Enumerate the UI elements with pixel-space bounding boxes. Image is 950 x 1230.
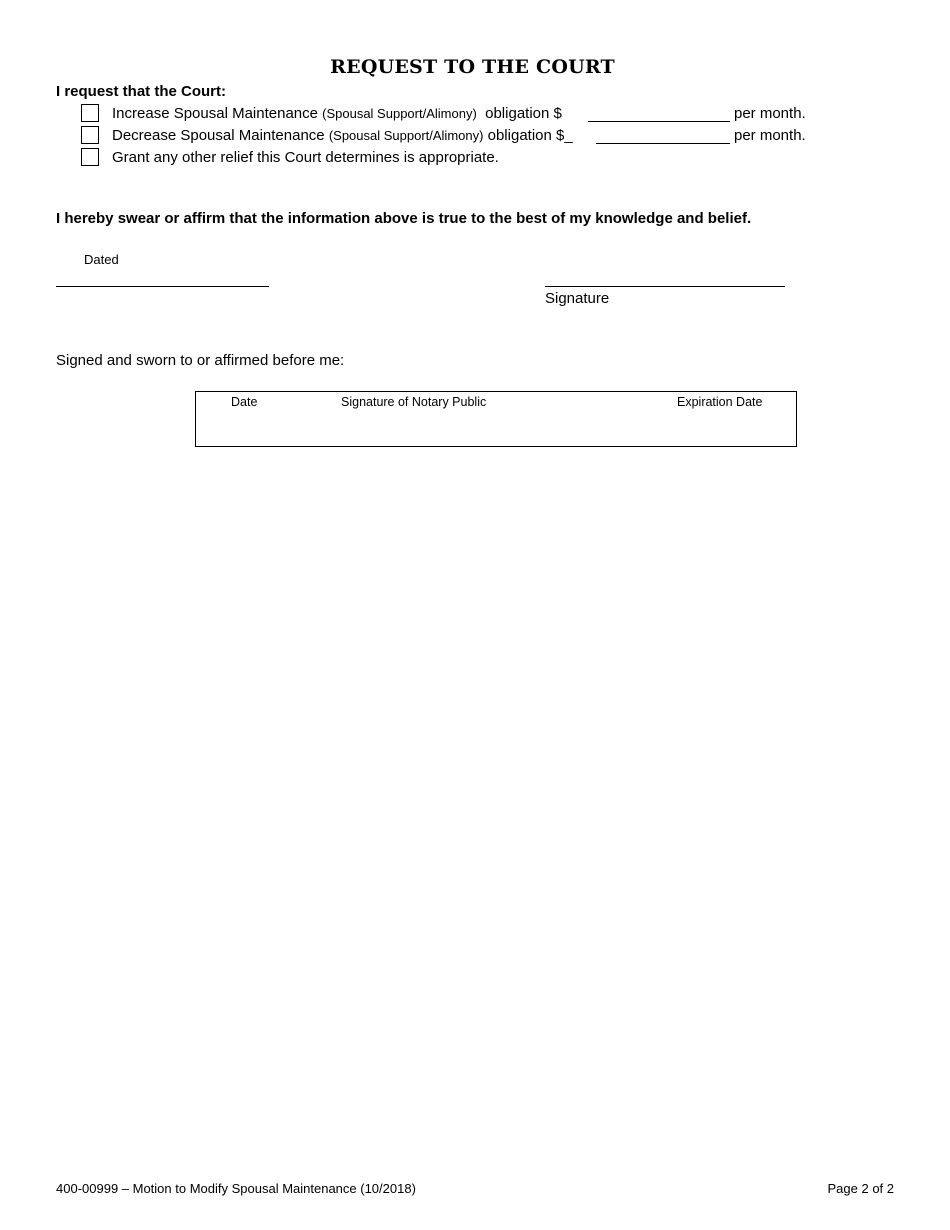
option-decrease-label [112,127,573,144]
dated-label: Dated [84,252,119,267]
notary-signature-label: Signature of Notary Public [341,395,487,409]
page-title: REQUEST TO THE COURT [330,56,615,78]
option-increase-paren: (Spousal Support/Alimony) [322,106,477,121]
footer-page-number: Page 2 of 2 [827,1181,894,1196]
notary-expiration-label: Expiration Date [677,395,763,409]
sworn-statement: Signed and sworn to or affirmed before me: [56,352,345,369]
decrease-maintenance-checkbox[interactable] [81,126,99,144]
dated-line[interactable] [56,286,269,287]
option-increase-main: Increase Spousal Maintenance [112,105,318,122]
increase-maintenance-checkbox[interactable] [81,104,99,122]
option-increase-label [112,105,562,122]
option-decrease-tail: obligation $_ [487,127,573,144]
other-relief-checkbox[interactable] [81,148,99,166]
request-heading: I request that the Court: [56,83,227,100]
option-decrease-main: Decrease Spousal Maintenance [112,127,325,144]
option-decrease-paren: (Spousal Support/Alimony) [328,128,484,143]
signature-label: Signature [545,290,610,307]
notary-date-label: Date [231,395,258,409]
option-decrease-suffix: per month. [734,127,806,144]
increase-amount-field[interactable] [588,121,730,122]
affirmation-statement: I hereby swear or affirm that the information above is true to the best of my knowledge and belief. [56,210,752,227]
footer-form-id: 400-00999 – Motion to Modify Spousal Maintenance (10/2018) [56,1181,416,1196]
option-increase-tail: obligation $ [485,105,562,122]
decrease-amount-field[interactable] [596,143,730,144]
signature-line[interactable] [545,286,785,287]
notary-box [195,391,797,447]
option-increase-suffix: per month. [734,105,806,122]
option-other-label: Grant any other relief this Court determines is appropriate. [112,149,499,166]
